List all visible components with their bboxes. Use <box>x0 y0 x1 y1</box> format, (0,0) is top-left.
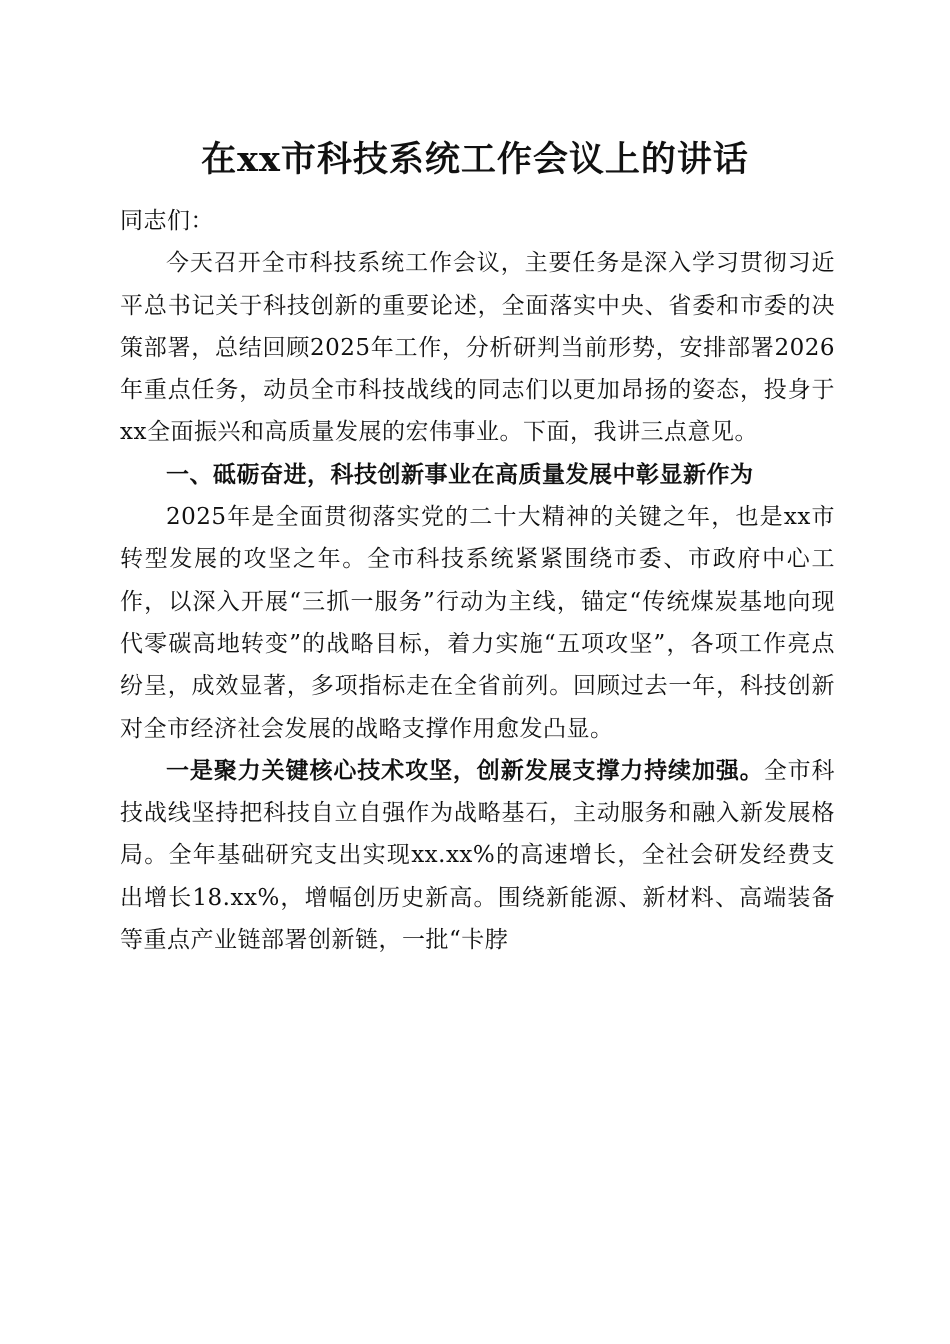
section-1-paragraph: 2025年是全面贯彻落实党的二十大精神的关键之年，也是xx市转型发展的攻坚之年。全市科技系统紧紧围绕市委、市政府中心工作，以深入开展“三抓一服务”行动为主线，锚定“传统煤炭基地向现代零碳高地转变”的战略目标，着力实施“五项攻坚”，各项工作亮点纷呈，成效显著，多项指标走在全省前列。回顾过去一年，科技创新对全市经济社会发展的战略支撑作用愈发凸显。 <box>120 504 835 742</box>
document-title: 在xx市科技系统工作会议上的讲话 <box>201 139 749 180</box>
point-1-lead: 一是聚力关键核心技术攻坚，创新发展支撑力持续加强。 <box>166 756 764 784</box>
salutation: 同志们： <box>120 208 214 234</box>
document-body <box>120 200 835 961</box>
intro-paragraph: 今天召开全市科技系统工作会议，主要任务是深入学习贯彻习近平总书记关于科技创新的重要论述，全面落实中央、省委和市委的决策部署，总结回顾2025年工作，分析研判当前形势，安排部署2026年重点任务，动员全市科技战线的同志们以更加昂扬的姿态，投身于xx全面振兴和高质量发展的宏伟事业。下面，我讲三点意见。 <box>120 250 835 446</box>
point-1-body: 全市科技战线坚持把科技自立自强作为战略基石，主动服务和融入新发展格局。全年基础研究支出实现xx.xx%的高速增长，全社会研发经费支出增长18.xx%，增幅创历史新高。围绕新能源、新材料、高端装备等重点产业链部署创新链，一批“卡脖 <box>120 757 836 954</box>
point-1-paragraph <box>120 750 835 961</box>
section-heading-1: 一、砥砺奋进，科技创新事业在高质量发展中彰显新作为 <box>166 460 754 488</box>
